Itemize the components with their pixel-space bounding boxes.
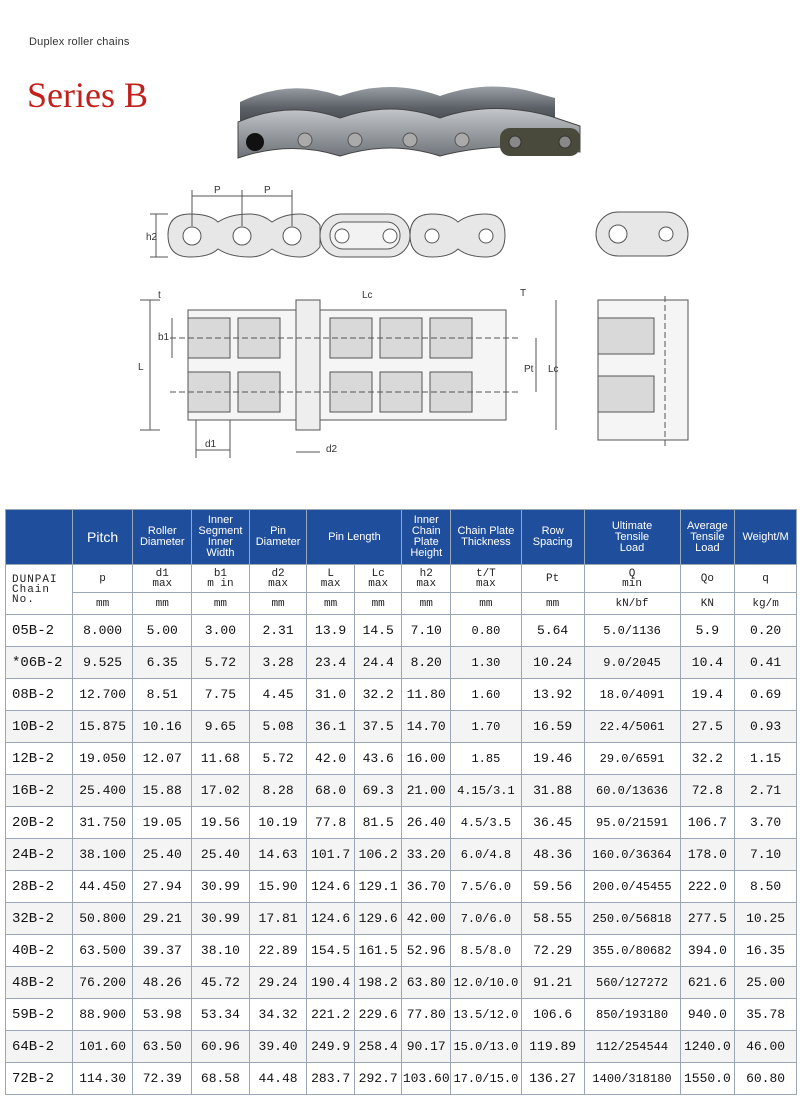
table-cell: 16.35 xyxy=(735,935,797,967)
dim-label-d1: d1 xyxy=(205,439,217,450)
table-cell: 15.88 xyxy=(133,775,192,807)
table-cell: 0.20 xyxy=(735,615,797,647)
table-cell: 14.70 xyxy=(402,711,451,743)
dim-label-p2: P xyxy=(264,185,271,196)
symbol-cell: Qo xyxy=(680,565,735,593)
chain-number-cell: 28B-2 xyxy=(6,871,73,903)
table-cell: 200.0/45455 xyxy=(584,871,680,903)
header-pitch: Pitch xyxy=(72,510,133,565)
table-cell: 53.34 xyxy=(192,999,250,1031)
header-blank xyxy=(6,510,73,565)
table-cell: 46.00 xyxy=(735,1031,797,1063)
chain-number-cell: 32B-2 xyxy=(6,903,73,935)
header-inner-width: Inner Segment Inner Width xyxy=(192,510,250,565)
dim-label-d2: d2 xyxy=(326,444,338,455)
chain-number-cell: 20B-2 xyxy=(6,807,73,839)
table-cell: 1.30 xyxy=(451,647,522,679)
table-cell: 7.0/6.0 xyxy=(451,903,522,935)
table-cell: 19.050 xyxy=(72,743,133,775)
table-cell: 161.5 xyxy=(354,935,402,967)
table-cell: 22.89 xyxy=(249,935,307,967)
table-cell: 72.29 xyxy=(521,935,584,967)
table-cell: 37.5 xyxy=(354,711,402,743)
table-cell: 249.9 xyxy=(307,1031,355,1063)
table-cell: 68.58 xyxy=(192,1063,250,1095)
unit-cell: mm xyxy=(354,593,402,615)
table-cell: 10.16 xyxy=(133,711,192,743)
header-average-load: Average Tensile Load xyxy=(680,510,735,565)
header-ultimate-load: Ultimate Tensile Load xyxy=(584,510,680,565)
table-cell: 29.24 xyxy=(249,967,307,999)
table-cell: 9.65 xyxy=(192,711,250,743)
dim-label-b1: b1 xyxy=(158,332,170,343)
table-cell: 12.700 xyxy=(72,679,133,711)
table-cell: 30.99 xyxy=(192,903,250,935)
table-row xyxy=(6,871,797,903)
table-row xyxy=(6,711,797,743)
table-cell: 14.63 xyxy=(249,839,307,871)
chain-number-cell: 08B-2 xyxy=(6,679,73,711)
dim-label-t: t xyxy=(158,290,161,301)
table-cell: 5.08 xyxy=(249,711,307,743)
table-cell: 5.72 xyxy=(249,743,307,775)
table-row xyxy=(6,967,797,999)
table-cell: 10.25 xyxy=(735,903,797,935)
table-cell: 31.0 xyxy=(307,679,355,711)
table-cell: 12.07 xyxy=(133,743,192,775)
table-cell: 8.5/8.0 xyxy=(451,935,522,967)
table-cell: 88.900 xyxy=(72,999,133,1031)
table-cell: 77.80 xyxy=(402,999,451,1031)
table-cell: 60.0/13636 xyxy=(584,775,680,807)
table-cell: 160.0/36364 xyxy=(584,839,680,871)
table-cell: 63.80 xyxy=(402,967,451,999)
table-cell: 34.32 xyxy=(249,999,307,1031)
table-cell: 76.200 xyxy=(72,967,133,999)
table-cell: 103.60 xyxy=(402,1063,451,1095)
table-cell: 16.59 xyxy=(521,711,584,743)
table-cell: 52.96 xyxy=(402,935,451,967)
table-cell: 1.60 xyxy=(451,679,522,711)
chain-no-label: DUNPAI Chain No. xyxy=(6,565,73,615)
table-cell: 129.1 xyxy=(354,871,402,903)
table-cell: 44.450 xyxy=(72,871,133,903)
table-cell: 21.00 xyxy=(402,775,451,807)
table-cell: 25.40 xyxy=(133,839,192,871)
table-cell: 221.2 xyxy=(307,999,355,1031)
table-cell: 31.88 xyxy=(521,775,584,807)
table-cell: 39.40 xyxy=(249,1031,307,1063)
table-cell: 13.92 xyxy=(521,679,584,711)
table-cell: 36.70 xyxy=(402,871,451,903)
table-cell: 9.525 xyxy=(72,647,133,679)
table-cell: 1240.0 xyxy=(680,1031,735,1063)
table-cell: 1.70 xyxy=(451,711,522,743)
table-cell: 154.5 xyxy=(307,935,355,967)
table-cell: 119.89 xyxy=(521,1031,584,1063)
table-cell: 292.7 xyxy=(354,1063,402,1095)
chain-number-cell: 05B-2 xyxy=(6,615,73,647)
table-cell: 15.90 xyxy=(249,871,307,903)
table-cell: 22.4/5061 xyxy=(584,711,680,743)
chain-number-cell: 10B-2 xyxy=(6,711,73,743)
table-cell: 940.0 xyxy=(680,999,735,1031)
table-cell: 29.21 xyxy=(133,903,192,935)
table-cell: 106.2 xyxy=(354,839,402,871)
table-cell: 8.51 xyxy=(133,679,192,711)
dim-label-h2: h2 xyxy=(146,232,158,243)
table-cell: 68.0 xyxy=(307,775,355,807)
table-cell: 0.93 xyxy=(735,711,797,743)
symbol-cell: Q min xyxy=(584,565,680,593)
symbol-row xyxy=(6,565,797,593)
table-cell: 355.0/80682 xyxy=(584,935,680,967)
table-cell: 7.10 xyxy=(735,839,797,871)
table-cell: 7.5/6.0 xyxy=(451,871,522,903)
table-cell: 19.46 xyxy=(521,743,584,775)
table-cell: 77.8 xyxy=(307,807,355,839)
table-cell: 2.31 xyxy=(249,615,307,647)
table-cell: 32.2 xyxy=(354,679,402,711)
table-cell: 229.6 xyxy=(354,999,402,1031)
table-cell: 19.56 xyxy=(192,807,250,839)
symbol-cell: b1 m in xyxy=(192,565,250,593)
chain-number-cell: 16B-2 xyxy=(6,775,73,807)
table-cell: 91.21 xyxy=(521,967,584,999)
table-cell: 42.00 xyxy=(402,903,451,935)
table-cell: 0.80 xyxy=(451,615,522,647)
table-cell: 7.75 xyxy=(192,679,250,711)
table-row xyxy=(6,807,797,839)
header-weight: Weight/M xyxy=(735,510,797,565)
table-body xyxy=(6,615,797,1095)
table-cell: 9.0/2045 xyxy=(584,647,680,679)
table-cell: 6.35 xyxy=(133,647,192,679)
symbol-cell: d1 max xyxy=(133,565,192,593)
dim-label-p1: P xyxy=(214,185,221,196)
chain-number-cell: 40B-2 xyxy=(6,935,73,967)
dim-label-Lc-top: Lc xyxy=(362,290,373,301)
table-cell: 621.6 xyxy=(680,967,735,999)
table-cell: 32.2 xyxy=(680,743,735,775)
table-cell: 44.48 xyxy=(249,1063,307,1095)
chain-number-cell: *06B-2 xyxy=(6,647,73,679)
table-cell: 53.98 xyxy=(133,999,192,1031)
symbol-cell: Lc max xyxy=(354,565,402,593)
table-row xyxy=(6,615,797,647)
table-cell: 8.20 xyxy=(402,647,451,679)
table-row xyxy=(6,1063,797,1095)
table-cell: 33.20 xyxy=(402,839,451,871)
table-cell: 3.70 xyxy=(735,807,797,839)
table-cell: 3.28 xyxy=(249,647,307,679)
unit-cell: kg/m xyxy=(735,593,797,615)
series-title: Series B xyxy=(27,75,148,115)
dim-label-L: L xyxy=(138,362,144,373)
table-row xyxy=(6,999,797,1031)
unit-row xyxy=(6,593,797,615)
table-cell: 5.64 xyxy=(521,615,584,647)
table-cell: 5.9 xyxy=(680,615,735,647)
symbol-cell: p xyxy=(72,565,133,593)
table-cell: 5.0/1136 xyxy=(584,615,680,647)
table-cell: 39.37 xyxy=(133,935,192,967)
table-cell: 283.7 xyxy=(307,1063,355,1095)
table-cell: 72.8 xyxy=(680,775,735,807)
table-cell: 190.4 xyxy=(307,967,355,999)
table-cell: 63.500 xyxy=(72,935,133,967)
table-cell: 13.9 xyxy=(307,615,355,647)
table-cell: 25.00 xyxy=(735,967,797,999)
table-cell: 101.60 xyxy=(72,1031,133,1063)
table-cell: 4.15/3.1 xyxy=(451,775,522,807)
table-cell: 8.50 xyxy=(735,871,797,903)
table-row xyxy=(6,743,797,775)
unit-cell: mm xyxy=(249,593,307,615)
table-cell: 5.00 xyxy=(133,615,192,647)
table-cell: 10.24 xyxy=(521,647,584,679)
table-cell: 25.400 xyxy=(72,775,133,807)
dim-label-T: T xyxy=(520,288,527,299)
table-cell: 129.6 xyxy=(354,903,402,935)
table-cell: 124.6 xyxy=(307,871,355,903)
table-row xyxy=(6,775,797,807)
symbol-cell: d2 max xyxy=(249,565,307,593)
table-cell: 136.27 xyxy=(521,1063,584,1095)
table-cell: 60.80 xyxy=(735,1063,797,1095)
header-plate-height: Inner Chain Plate Height xyxy=(402,510,451,565)
symbol-cell: L max xyxy=(307,565,355,593)
table-row xyxy=(6,647,797,679)
table-cell: 850/193180 xyxy=(584,999,680,1031)
table-cell: 27.5 xyxy=(680,711,735,743)
table-cell: 43.6 xyxy=(354,743,402,775)
table-cell: 258.4 xyxy=(354,1031,402,1063)
table-cell: 69.3 xyxy=(354,775,402,807)
table-cell: 81.5 xyxy=(354,807,402,839)
table-cell: 63.50 xyxy=(133,1031,192,1063)
unit-cell: mm xyxy=(307,593,355,615)
table-cell: 3.00 xyxy=(192,615,250,647)
table-cell: 38.100 xyxy=(72,839,133,871)
table-cell: 7.10 xyxy=(402,615,451,647)
unit-cell: KN xyxy=(680,593,735,615)
table-cell: 250.0/56818 xyxy=(584,903,680,935)
table-row xyxy=(6,903,797,935)
symbol-cell: h2 max xyxy=(402,565,451,593)
table-cell: 112/254544 xyxy=(584,1031,680,1063)
table-cell: 560/127272 xyxy=(584,967,680,999)
table-cell: 178.0 xyxy=(680,839,735,871)
table-cell: 15.875 xyxy=(72,711,133,743)
table-cell: 38.10 xyxy=(192,935,250,967)
header-plate-thickness: Chain Plate Thickness xyxy=(451,510,522,565)
table-cell: 36.45 xyxy=(521,807,584,839)
table-cell: 0.41 xyxy=(735,647,797,679)
table-cell: 45.72 xyxy=(192,967,250,999)
table-cell: 48.26 xyxy=(133,967,192,999)
table-cell: 25.40 xyxy=(192,839,250,871)
unit-cell: mm xyxy=(521,593,584,615)
chain-number-cell: 72B-2 xyxy=(6,1063,73,1095)
table-cell: 24.4 xyxy=(354,647,402,679)
dim-label-Lc-side: Lc xyxy=(548,364,559,375)
chain-number-cell: 59B-2 xyxy=(6,999,73,1031)
chain-number-cell: 24B-2 xyxy=(6,839,73,871)
unit-cell: mm xyxy=(72,593,133,615)
unit-cell: mm xyxy=(402,593,451,615)
unit-cell: mm xyxy=(192,593,250,615)
table-cell: 10.4 xyxy=(680,647,735,679)
chain-number-cell: 48B-2 xyxy=(6,967,73,999)
table-cell: 60.96 xyxy=(192,1031,250,1063)
table-cell: 95.0/21591 xyxy=(584,807,680,839)
table-cell: 48.36 xyxy=(521,839,584,871)
table-cell: 2.71 xyxy=(735,775,797,807)
table-cell: 26.40 xyxy=(402,807,451,839)
chain-number-cell: 64B-2 xyxy=(6,1031,73,1063)
table-cell: 1.85 xyxy=(451,743,522,775)
table-cell: 59.56 xyxy=(521,871,584,903)
table-cell: 198.2 xyxy=(354,967,402,999)
table-cell: 14.5 xyxy=(354,615,402,647)
table-cell: 23.4 xyxy=(307,647,355,679)
table-cell: 114.30 xyxy=(72,1063,133,1095)
unit-cell: mm xyxy=(133,593,192,615)
table-cell: 106.6 xyxy=(521,999,584,1031)
table-cell: 10.19 xyxy=(249,807,307,839)
table-cell: 12.0/10.0 xyxy=(451,967,522,999)
table-cell: 277.5 xyxy=(680,903,735,935)
table-cell: 124.6 xyxy=(307,903,355,935)
table-cell: 36.1 xyxy=(307,711,355,743)
table-cell: 42.0 xyxy=(307,743,355,775)
dim-label-Pt: Pt xyxy=(524,364,534,375)
table-cell: 5.72 xyxy=(192,647,250,679)
table-cell: 29.0/6591 xyxy=(584,743,680,775)
symbol-cell: Pt xyxy=(521,565,584,593)
unit-cell: kN/bf xyxy=(584,593,680,615)
table-row xyxy=(6,1031,797,1063)
table-cell: 17.02 xyxy=(192,775,250,807)
table-cell: 72.39 xyxy=(133,1063,192,1095)
table-cell: 1550.0 xyxy=(680,1063,735,1095)
symbol-cell: q xyxy=(735,565,797,593)
table-cell: 4.45 xyxy=(249,679,307,711)
symbol-cell: t/T max xyxy=(451,565,522,593)
table-cell: 90.17 xyxy=(402,1031,451,1063)
table-cell: 30.99 xyxy=(192,871,250,903)
table-cell: 11.68 xyxy=(192,743,250,775)
table-row xyxy=(6,935,797,967)
table-cell: 222.0 xyxy=(680,871,735,903)
table-cell: 27.94 xyxy=(133,871,192,903)
table-cell: 35.78 xyxy=(735,999,797,1031)
table-header-row xyxy=(6,510,797,565)
table-cell: 13.5/12.0 xyxy=(451,999,522,1031)
table-cell: 0.69 xyxy=(735,679,797,711)
table-cell: 58.55 xyxy=(521,903,584,935)
table-cell: 15.0/13.0 xyxy=(451,1031,522,1063)
header-pin-length: Pin Length xyxy=(307,510,402,565)
table-cell: 1400/318180 xyxy=(584,1063,680,1095)
table-cell: 50.800 xyxy=(72,903,133,935)
table-cell: 31.750 xyxy=(72,807,133,839)
table-cell: 4.5/3.5 xyxy=(451,807,522,839)
table-row xyxy=(6,839,797,871)
table-cell: 19.05 xyxy=(133,807,192,839)
table-cell: 106.7 xyxy=(680,807,735,839)
table-cell: 18.0/4091 xyxy=(584,679,680,711)
chain-number-cell: 12B-2 xyxy=(6,743,73,775)
table-cell: 16.00 xyxy=(402,743,451,775)
table-cell: 394.0 xyxy=(680,935,735,967)
table-cell: 11.80 xyxy=(402,679,451,711)
header-roller-diameter: Roller Diameter xyxy=(133,510,192,565)
table-row xyxy=(6,679,797,711)
table-cell: 8.28 xyxy=(249,775,307,807)
chain-technical-drawing xyxy=(0,0,800,470)
table-cell: 8.000 xyxy=(72,615,133,647)
header-row-spacing: Row Spacing xyxy=(521,510,584,565)
catalog-subtitle: Duplex roller chains xyxy=(29,36,130,48)
table-cell: 19.4 xyxy=(680,679,735,711)
table-cell: 1.15 xyxy=(735,743,797,775)
header-pin-diameter: Pin Diameter xyxy=(249,510,307,565)
table-cell: 101.7 xyxy=(307,839,355,871)
unit-cell: mm xyxy=(451,593,522,615)
table-cell: 6.0/4.8 xyxy=(451,839,522,871)
spec-table xyxy=(5,509,797,1095)
table-cell: 17.81 xyxy=(249,903,307,935)
table-cell: 17.0/15.0 xyxy=(451,1063,522,1095)
